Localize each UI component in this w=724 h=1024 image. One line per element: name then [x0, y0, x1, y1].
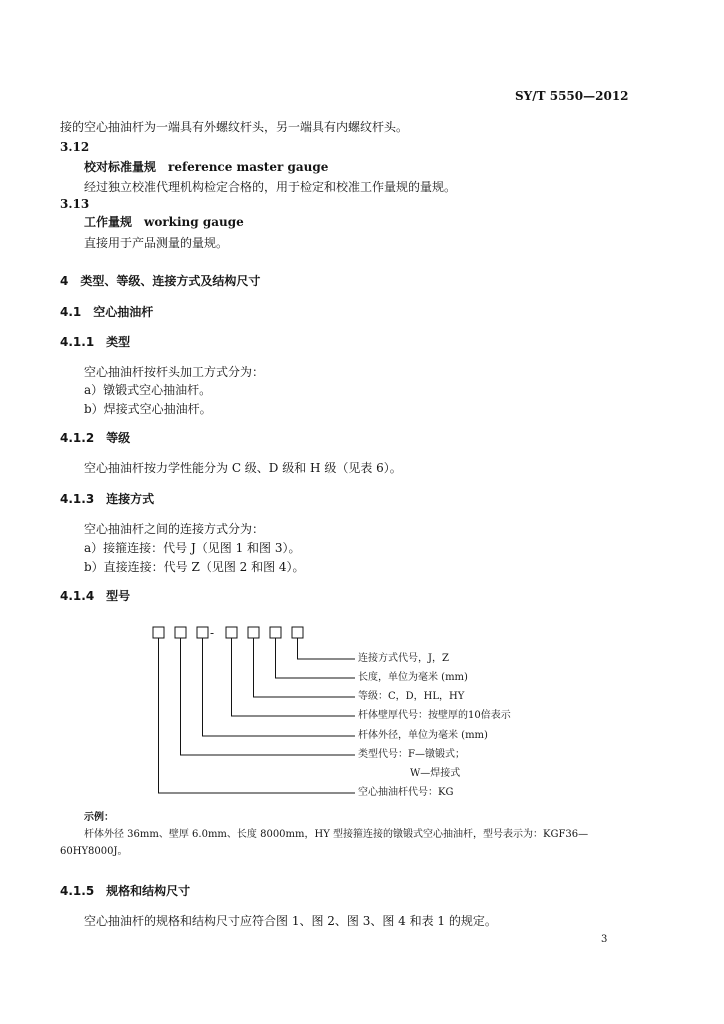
clause-3-12-term: 校对标准量规 reference master gauge	[84, 160, 329, 174]
section-4-1-4-title: 4.1.4 型号	[60, 589, 131, 603]
section-4-1-3-item-a: a）接箍连接：代号 J（见图 1 和图 3）。	[84, 541, 301, 555]
leader-line-length	[276, 638, 356, 678]
clause-3-13-number: 3.13	[60, 197, 90, 211]
code-box-2	[175, 627, 186, 638]
clause-3-12-number: 3.12	[60, 140, 90, 154]
leader-line-wall	[232, 638, 356, 716]
section-4-1-3-intro: 空心抽油杆之间的连接方式分为：	[84, 522, 265, 536]
example-title: 示例：	[84, 812, 114, 823]
section-4-1-5-title: 4.1.5 规格和结构尺寸	[60, 884, 191, 898]
code-box-4	[226, 627, 237, 638]
code-box-6	[270, 627, 281, 638]
section-4-1-1-item-b: b）焊接式空心抽油杆。	[84, 402, 212, 416]
label-connection-code: 连接方式代号，J，Z	[358, 653, 449, 664]
section-4-1-1-intro: 空心抽油杆按杆头加工方式分为：	[84, 365, 265, 379]
example-line-2: 60HY8000J。	[60, 846, 128, 857]
label-length: 长度，单位为毫米 (mm)	[358, 672, 468, 683]
section-4-1-2-text: 空心抽油杆按力学性能分为 C 级、D 级和 H 级（见表 6）。	[84, 461, 402, 475]
code-box-3	[197, 627, 208, 638]
label-outer-diameter: 杆体外径，单位为毫米 (mm)	[358, 730, 488, 741]
section-4-1-1-title: 4.1.1 类型	[60, 335, 131, 349]
code-box-5	[248, 627, 259, 638]
section-4-1-3-item-b: b）直接连接：代号 Z（见图 2 和图 4）。	[84, 560, 305, 574]
label-wall-thickness: 杆体壁厚代号：按壁厚的10倍表示	[358, 710, 511, 721]
section-4-1-2-title: 4.1.2 等级	[60, 431, 131, 445]
label-rod-code: 空心抽油杆代号：KG	[358, 787, 454, 798]
section-4-1-title: 4.1 空心抽油杆	[60, 305, 154, 319]
page-number: 3	[601, 934, 608, 945]
example-line-1: 杆体外径 36mm、壁厚 6.0mm、长度 8000mm，HY 型接箍连接的镦锻式空心抽油杆，型号表示为：KGF36—	[84, 829, 589, 840]
standard-number: SY/T 5550—2012	[515, 89, 629, 103]
leader-line-grade	[254, 638, 356, 697]
leader-line-connection	[298, 638, 356, 659]
label-grade: 等级：C，D，HL，HY	[358, 691, 465, 702]
label-type-code-welded: W—焊接式	[410, 768, 461, 779]
clause-3-13-term: 工作量规 working gauge	[84, 215, 244, 229]
code-box-1	[153, 627, 164, 638]
clause-3-12-definition: 经过独立校准代理机构检定合格的，用于检定和校准工作量规的量规。	[84, 180, 457, 194]
code-box-7	[292, 627, 303, 638]
code-separator: -	[210, 626, 215, 640]
label-type-code: 类型代号：F—镦锻式；	[358, 749, 465, 760]
leader-line-outer-diameter	[203, 638, 356, 736]
section-4-1-5-text: 空心抽油杆的规格和结构尺寸应符合图 1、图 2、图 3、图 4 和表 1 的规定。	[84, 914, 497, 928]
paragraph-continuation: 接的空心抽油杆为一端具有外螺纹杆头，另一端具有内螺纹杆头。	[60, 120, 409, 134]
section-4-title: 4 类型、等级、连接方式及结构尺寸	[60, 274, 261, 288]
section-4-1-3-title: 4.1.3 连接方式	[60, 492, 155, 506]
clause-3-13-definition: 直接用于产品测量的量规。	[84, 236, 229, 250]
section-4-1-1-item-a: a）镦锻式空心抽油杆。	[84, 383, 212, 397]
